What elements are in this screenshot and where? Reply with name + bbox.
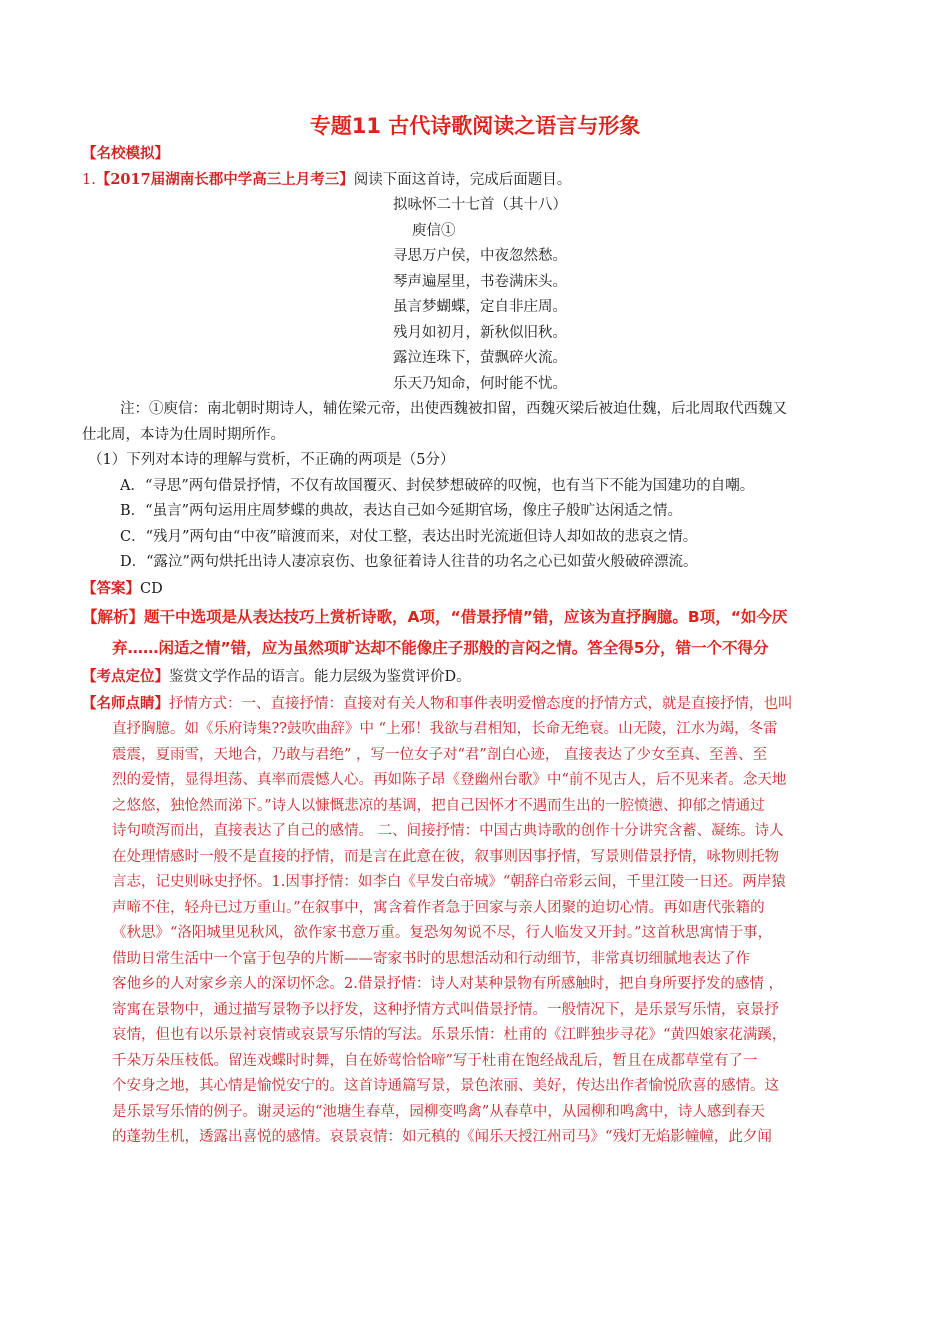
poem-title: 拟咏怀二十七首（其十八）: [393, 197, 567, 213]
teacher-notes-line: 寄寓在景物中，通过描写景物予以抒发，这种抒情方式叫借景抒情。一般情况下，是乐景写乐情，哀景抒: [112, 1001, 779, 1018]
teacher-notes-line: 个安身之地，其心情是愉悦安宁的。这首诗通篇写景，景色浓丽、美好，传达出作者愉悦欣喜的感情。这: [112, 1078, 779, 1094]
poem-line: 残月如初月，新秋似旧秋。: [393, 324, 567, 341]
question-source: 【2017届湖南长郡中学高三上月考三】: [95, 170, 354, 188]
teacher-notes-line: 直抒胸臆。如《乐府诗集??鼓吹曲辞》中 “上邪！我欲与君相知，长命无绝衰。山无陵，江水为竭，冬雷: [112, 721, 778, 737]
teacher-notes-line: 震震，夏雨雪，天地合，乃敢与君绝” ，写一位女子对“君”剖白心迹， 直接表达了少女至真、至善、至: [112, 746, 767, 763]
key-point-text: 鉴赏文学作品的语言。能力层级为鉴赏评价D。: [169, 669, 471, 685]
teacher-notes-line: 借助日常生活中一个富于包孕的片断——寄家书时的思想活动和行动细节，非常真切细腻地表达了作: [112, 950, 750, 967]
teacher-notes-line: 言志，记史则咏史抒怀。1.因事抒情：如李白《早发白帝城》“朝辞白帝彩云间，千里江陵一日还。两岸猿: [112, 874, 786, 890]
poem-line: 寻思万户侯，中夜忽然愁。: [393, 248, 567, 264]
teacher-notes-line: 之悠悠，独怆然而涕下。”诗人以慷慨悲凉的基调，把自己因怀才不遇而生出的一腔愤懑、抑郁之情通过: [112, 797, 765, 814]
teacher-notes-line: 《秋思》“洛阳城里见秋风，欲作家书意万重。复恐匆匆说不尽，行人临发又开封。”这首秋思寓情于事，: [112, 925, 773, 941]
page-title: 专题11 古代诗歌阅读之语言与形象: [309, 114, 641, 138]
option-c: C．“残月”两句由“中夜”暗渡而来，对仗工整，表达出时光流逝但诗人却如故的悲哀之情。: [120, 528, 698, 545]
section-label: 【名校模拟】: [82, 145, 169, 162]
poem-line: 露泣连珠下，萤飘碎火流。: [393, 350, 567, 366]
teacher-notes-line: 客他乡的人对家乡亲人的深切怀念。2.借景抒情：诗人对某种景物有所感触时，把自身所要抒发的感情 ，: [112, 976, 783, 992]
poem-line: 虽言梦蝴蝶，定自非庄周。: [393, 299, 567, 315]
poem-line: 琴声遍屋里，书卷满床头。: [393, 273, 567, 290]
teacher-notes-line: 千朵万朵压枝低。留连戏蝶时时舞，自在娇莺恰恰啼”写于杜甫在饱经战乱后，暂且在成都草堂有了一: [112, 1052, 758, 1069]
analysis-text: 弃……闲适之情”错，应为虽然项旷达却不能像庄子那般的言闷之情。答全得5分，错一个不得分: [112, 639, 769, 657]
analysis-text: 题干中选项是从表达技巧上赏析诗歌，A项，“借景抒情”错，应该为直抒胸臆。B项，“如今厌: [144, 608, 788, 626]
poem-author: 庾信①: [412, 222, 456, 239]
sub-question: （1）下列对本诗的理解与赏析，不正确的两项是（5分）: [88, 452, 455, 468]
question-prompt: 阅读下面这首诗，完成后面题目。: [353, 171, 572, 188]
poem-note: 注：①庾信：南北朝时期诗人，辅佐梁元帝，出使西魏被扣留，西魏灭梁后被迫仕魏，后北周取代西魏又: [120, 401, 787, 417]
poem-line: 乐天乃知命，何时能不忧。: [393, 375, 567, 392]
teacher-notes: [82, 691, 868, 718]
teacher-notes-text: 抒情方式：一、直接抒情：直接对有关人物和事件表明爱憎态度的抒情方式，就是直接抒情，也叫: [169, 695, 793, 712]
option-d: D．“露泣”两句烘托出诗人凄凉哀伤、也象征着诗人往昔的功名之心已如萤火般破碎漂流。: [120, 554, 698, 570]
analysis-label: 【解析】: [82, 608, 145, 626]
teacher-notes-line: 哀情，但也有以乐景衬哀情或哀景写乐情的写法。乐景乐情：杜甫的《江畔独步寻花》“黄四娘家花满蹊，: [112, 1027, 787, 1043]
answer-value: CD: [140, 580, 163, 597]
question-header: [82, 167, 868, 194]
teacher-notes-line: 诗句喷泻而出，直接表达了自己的感情。 二、间接抒情：中国古典诗歌的创作十分讲究含蓄、凝练。诗人: [112, 823, 784, 839]
teacher-notes-label: 【名师点睛】: [82, 694, 169, 712]
teacher-notes-line: 是乐景写乐情的例子。谢灵运的“池塘生春草，园柳变鸣禽”从春草中，从园柳和鸣禽中，诗人感到春天: [112, 1103, 765, 1120]
teacher-notes-line: 的蓬勃生机，透露出喜悦的感情。哀景哀情：如元稹的《闻乐天授江州司马》“残灯无焰影幢幢，此夕闻: [112, 1129, 772, 1145]
question-number: 1.: [82, 171, 96, 188]
answer: [82, 576, 868, 603]
teacher-notes-line: 在处理情感时一般不是直接的抒情，而是言在此意在彼，叙事则因事抒情，写景则借景抒情，咏物则托物: [112, 848, 779, 865]
key-point: [82, 664, 868, 691]
answer-label: 【答案】: [82, 579, 140, 597]
analysis: [82, 602, 868, 633]
key-point-label: 【考点定位】: [82, 668, 169, 685]
teacher-notes-line: 声啼不住，轻舟已过万重山。”在叙事中，寓含着作者急于回家与亲人团聚的迫切心情。再如唐代张籍的: [112, 899, 765, 916]
teacher-notes-line: 烈的爱情，显得坦荡、真率而震憾人心。再如陈子昂《登幽州台歌》中“前不见古人，后不见来者。念天地: [112, 772, 787, 788]
poem-note-cont: 仕北周，本诗为仕周时期所作。: [82, 426, 285, 443]
option-a: A．“寻思”两句借景抒情，不仅有故国覆灭、封侯梦想破碎的叹惋，也有当下不能为国建功的自嘲。: [120, 477, 755, 494]
option-b: B．“虽言”两句运用庄周梦蝶的典故，表达自己如今延期官场，像庄子般旷达闲适之情。: [120, 503, 682, 519]
